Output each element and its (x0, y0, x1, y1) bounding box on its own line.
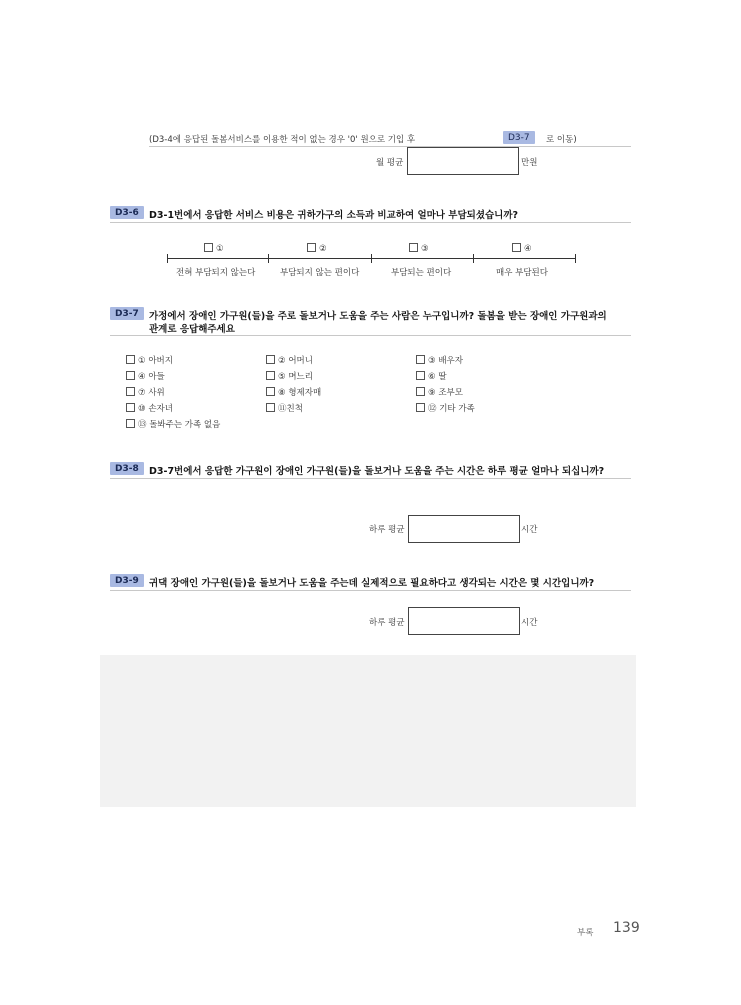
option-spouse[interactable] (416, 354, 463, 366)
option-grandparents[interactable] (416, 386, 463, 398)
amount-prefix: 월 평균 (376, 158, 404, 168)
hours-input-d3-8[interactable] (408, 515, 520, 543)
amount-unit: 만원 (521, 158, 538, 168)
option-father[interactable] (126, 354, 173, 366)
checkbox[interactable] (307, 243, 316, 252)
scale-option-4[interactable] (512, 243, 532, 254)
option-other-family[interactable] (416, 402, 475, 414)
scale-label-4: 매우 부담된다 (496, 268, 548, 278)
scale-tick (575, 254, 576, 263)
option-label: ⑩ 손자녀 (138, 404, 173, 414)
checkbox[interactable] (126, 371, 135, 380)
divider (110, 590, 631, 591)
intro-note-end: 로 이동) (546, 135, 577, 145)
question-badge-d3-8: D3-8 (110, 462, 144, 475)
divider (110, 478, 631, 479)
hours-prefix-d3-8: 하루 평균 (369, 525, 405, 535)
scale-tick (371, 254, 372, 263)
option-no-caregiver[interactable] (126, 418, 220, 430)
option-label: ⑨ 조부모 (428, 388, 463, 398)
option-grandchildren[interactable] (126, 402, 173, 414)
option-label: ① 아버지 (138, 356, 173, 366)
option-label: ④ 아들 (138, 372, 165, 382)
divider (149, 146, 631, 147)
checkbox[interactable] (126, 387, 135, 396)
checkbox[interactable] (416, 355, 425, 364)
scale-label-1: 전혀 부담되지 않는다 (176, 268, 256, 278)
blank-panel (100, 655, 636, 807)
option-label: ⑫ 기타 가족 (428, 404, 475, 414)
question-d3-7-line1: 가정에서 장애인 가구원(들)을 주로 돌보거나 도움을 주는 사람은 누구입니까? 돌봄을 받는 장애인 가구원과의 (149, 311, 607, 322)
checkbox[interactable] (126, 403, 135, 412)
intro-note-text: (D3-4에 응답된 돌봄서비스를 이용한 적이 없는 경우 '0' 원으로 기입 후 (149, 135, 416, 145)
checkbox[interactable] (126, 419, 135, 428)
option-label: ⑤ 며느리 (278, 372, 313, 382)
checkbox[interactable] (266, 371, 275, 380)
option-number: ① (216, 244, 224, 254)
intro-skip-badge: D3-7 (503, 131, 535, 144)
scale-tick (473, 254, 474, 263)
checkbox[interactable] (416, 387, 425, 396)
hours-unit-d3-8: 시간 (521, 525, 538, 535)
scale-label-3: 부담되는 편이다 (391, 268, 452, 278)
divider (110, 222, 631, 223)
checkbox[interactable] (126, 355, 135, 364)
option-label: ③ 배우자 (428, 356, 463, 366)
option-label: ⑦ 사위 (138, 388, 165, 398)
hours-prefix-d3-9: 하루 평균 (369, 618, 405, 628)
checkbox[interactable] (266, 387, 275, 396)
question-badge-d3-9: D3-9 (110, 574, 144, 587)
checkbox[interactable] (416, 403, 425, 412)
option-daughter-in-law[interactable] (266, 370, 313, 382)
hours-input-d3-9[interactable] (408, 607, 520, 635)
option-label: ⑬ 돌봐주는 가족 없음 (138, 420, 221, 430)
footer-label: 부록 (577, 928, 594, 938)
hours-unit-d3-9: 시간 (521, 618, 538, 628)
option-label: ⑧ 형제자매 (278, 388, 322, 398)
option-number: ③ (421, 244, 429, 254)
checkbox[interactable] (512, 243, 521, 252)
question-d3-8: D3-7번에서 응답한 가구원이 장애인 가구원(들)을 돌보거나 도움을 주는 시간은 하루 평균 얼마나 되십니까? (149, 466, 605, 477)
question-badge-d3-7: D3-7 (110, 307, 144, 320)
option-label: ② 어머니 (278, 356, 313, 366)
scale-option-3[interactable] (409, 243, 429, 254)
page-number: 139 (613, 920, 640, 936)
question-d3-9: 귀댁 장애인 가구원(들)을 돌보거나 도움을 주는데 실제적으로 필요하다고 생각되는 시간은 몇 시간입니까? (149, 578, 595, 589)
checkbox[interactable] (416, 371, 425, 380)
option-mother[interactable] (266, 354, 313, 366)
divider (110, 335, 631, 336)
scale-tick (268, 254, 269, 263)
checkbox[interactable] (266, 403, 275, 412)
scale-option-2[interactable] (307, 243, 327, 254)
checkbox[interactable] (409, 243, 418, 252)
scale-label-2: 부담되지 않는 편이다 (280, 268, 360, 278)
option-siblings[interactable] (266, 386, 321, 398)
option-son-in-law[interactable] (126, 386, 165, 398)
question-d3-7-line2: 관계로 응답해주세요 (149, 324, 235, 335)
checkbox[interactable] (266, 355, 275, 364)
option-label: ⑪친척 (278, 404, 303, 414)
option-son[interactable] (126, 370, 165, 382)
option-number: ② (319, 244, 327, 254)
scale-tick (167, 254, 168, 263)
option-number: ④ (524, 244, 532, 254)
amount-input[interactable] (407, 147, 519, 175)
checkbox[interactable] (204, 243, 213, 252)
option-daughter[interactable] (416, 370, 447, 382)
intro-note (149, 133, 415, 145)
question-badge-d3-6: D3-6 (110, 206, 144, 219)
question-d3-6: D3-1번에서 응답한 서비스 비용은 귀하가구의 소득과 비교하여 얼마나 부담되셨습니까? (149, 210, 519, 221)
option-label: ⑥ 딸 (428, 372, 447, 382)
scale-option-1[interactable] (204, 243, 224, 254)
option-relatives[interactable] (266, 402, 303, 414)
